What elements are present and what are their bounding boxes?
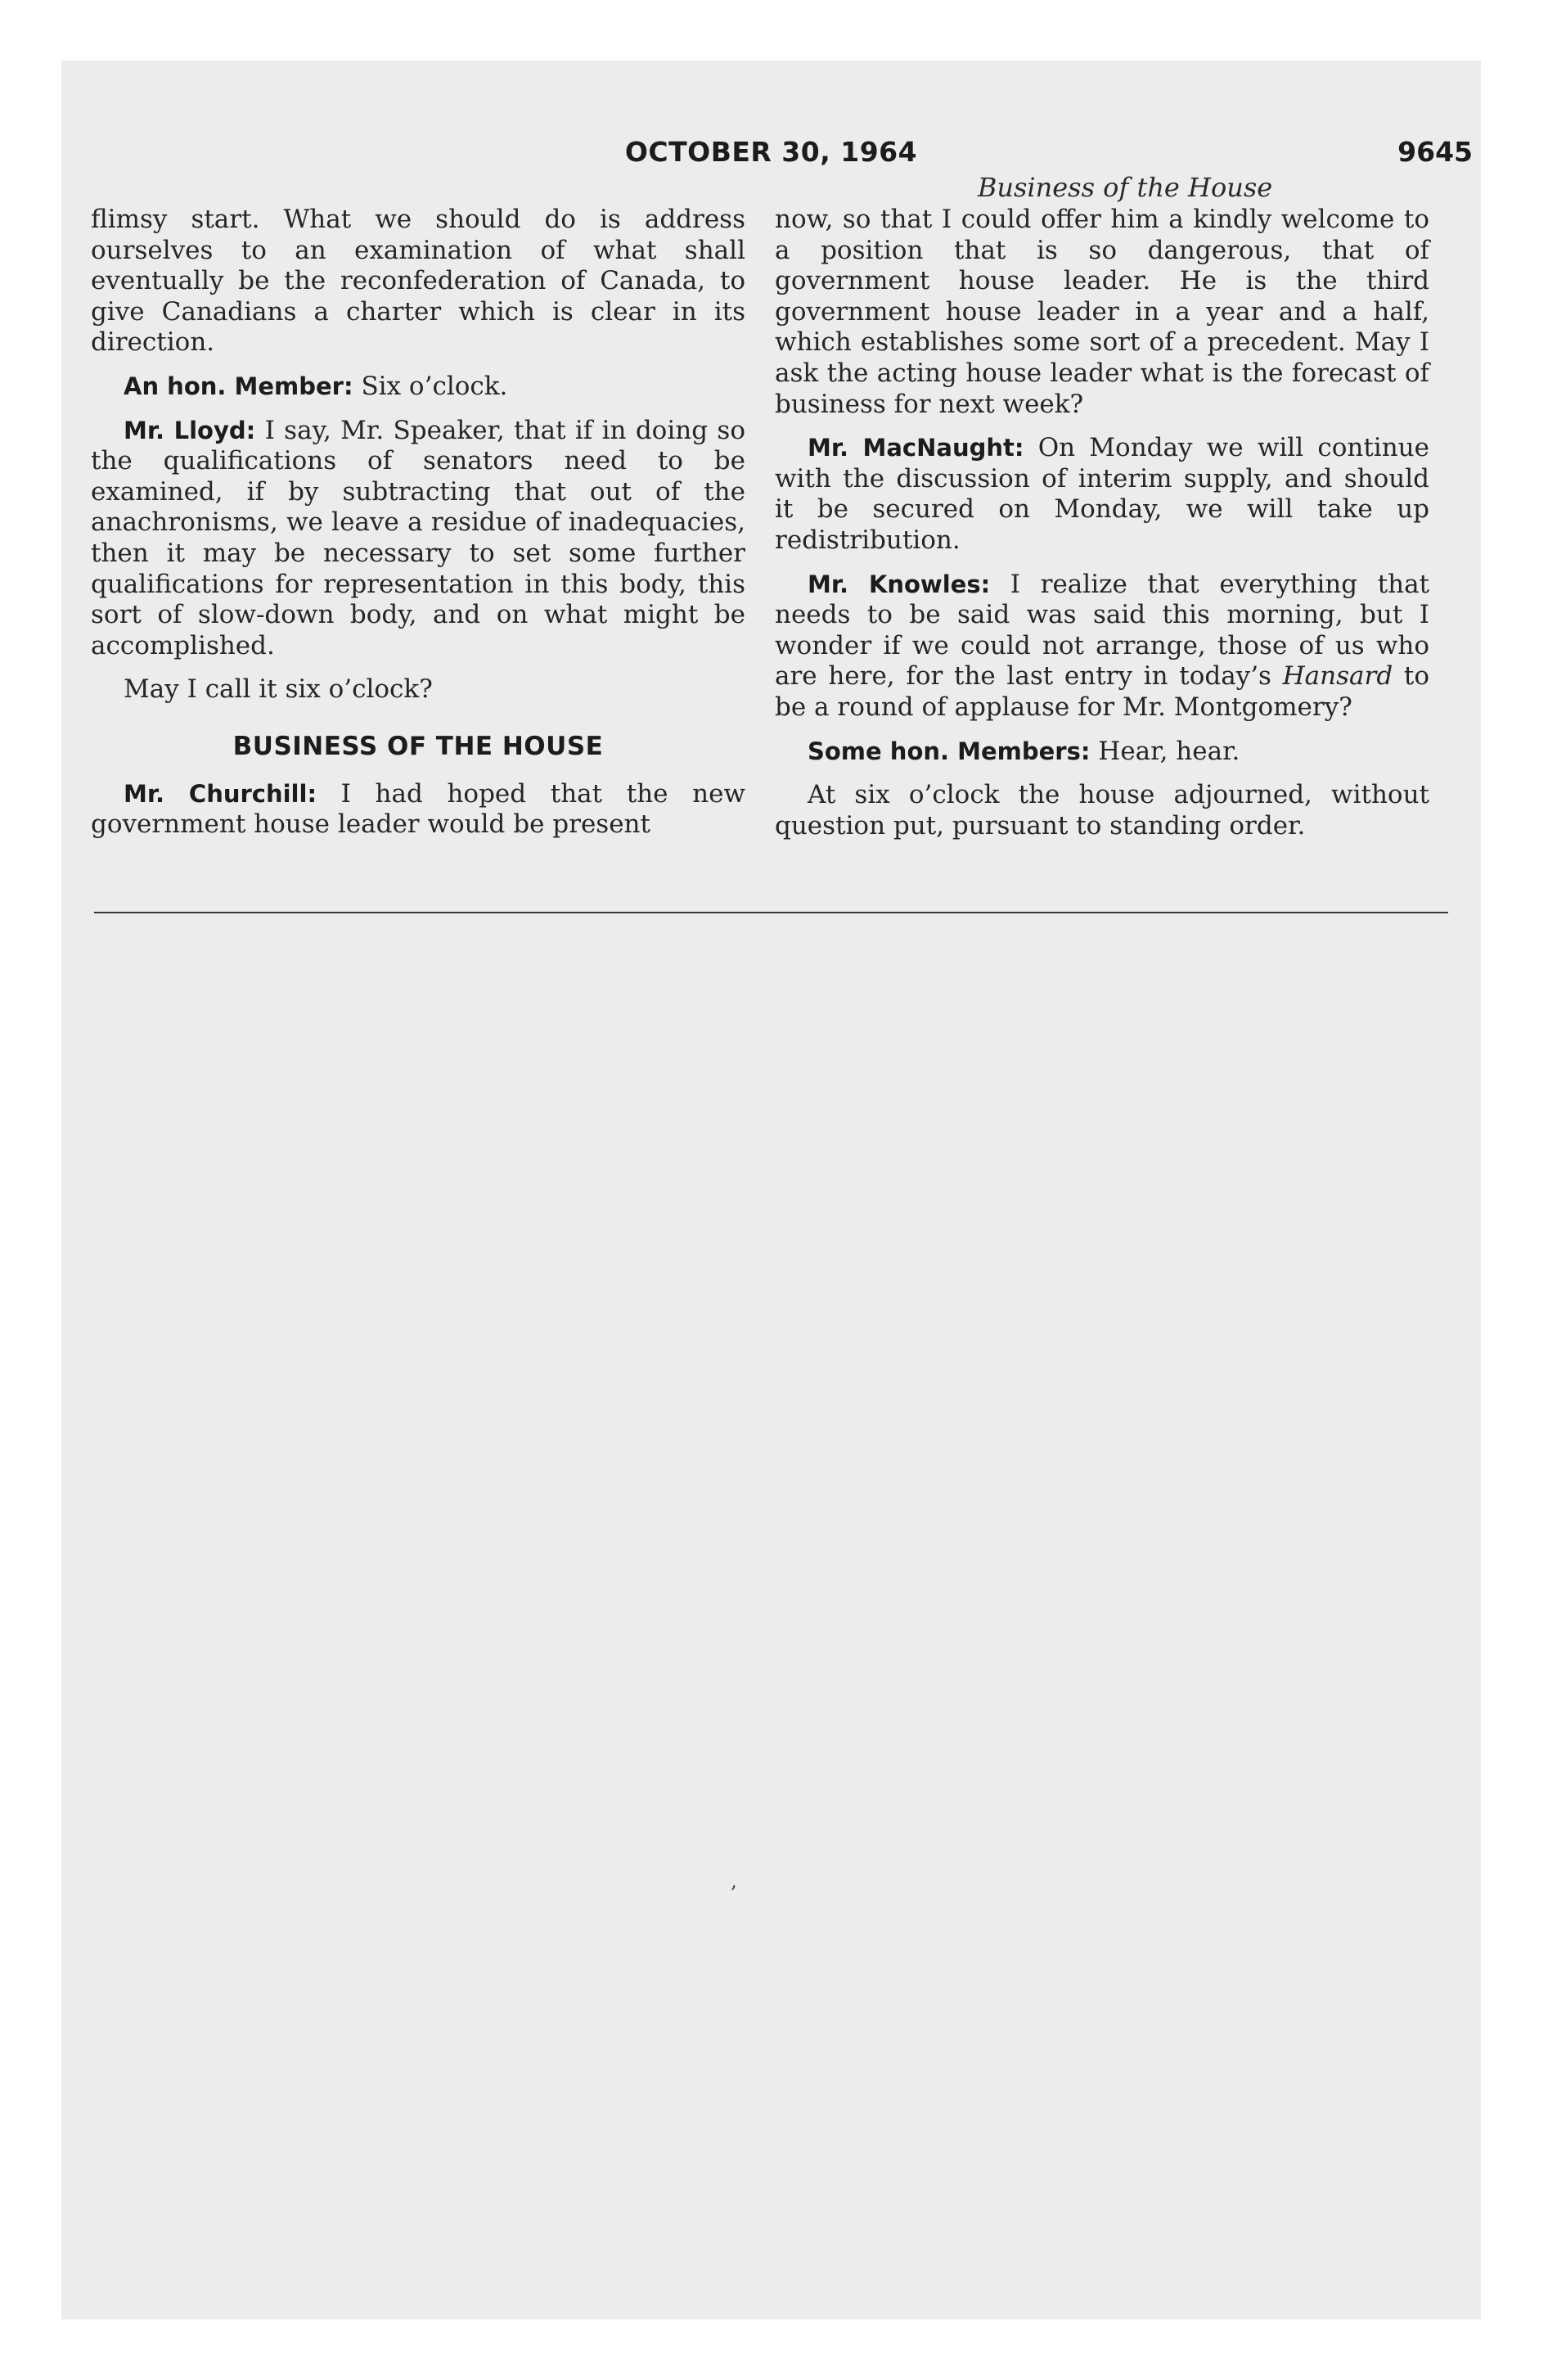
paragraph (91, 779, 745, 841)
paragraph (775, 570, 1429, 723)
paragraph: At six o’clock the house adjourned, without question put, pursuant to standing order. (775, 780, 1429, 841)
speech-text: On Monday we will continue with the discussion of interim supply, and should it be secured on Monday, we will take up redistribution. (775, 433, 1429, 555)
speech-text: to be a round of applause for Mr. Montgomery? (775, 661, 1429, 722)
paragraph: flimsy start. What we should do is address ourselves to an examination of what shall eventually be the reconfederation of Canada, to give Canadians a charter which is clear in its direction. (91, 205, 745, 358)
running-head: Business of the House (977, 172, 1273, 203)
speaker-name: Some hon. Members: (808, 737, 1091, 765)
stray-mark: ‚ (731, 1869, 737, 1892)
right-column (775, 205, 1429, 854)
speaker-name: Mr. Knowles: (808, 570, 991, 598)
speech-text: I had hoped that the new government house leader would be present (91, 778, 745, 840)
paragraph (91, 416, 745, 662)
left-column (91, 205, 745, 854)
speaker-name: Mr. Churchill: (124, 779, 317, 808)
end-rule (94, 912, 1448, 913)
speech-text: I say, Mr. Speaker, that if in doing so the qualifications of senators need to be examined, if by subtracting that out of the anachronisms, we leave a residue of inadequacies, then it may be necessary to set some further qualifications for representation in this body, this sort of slow-down body, and on what might be accomplished. (91, 415, 745, 660)
paragraph (775, 737, 1429, 768)
section-heading: BUSINESS OF THE HOUSE (232, 731, 604, 761)
italic-title: Hansard (1282, 661, 1393, 692)
speech-text: Hear, hear. (1090, 736, 1240, 766)
speech-text: Six o’clock. (353, 371, 508, 401)
paragraph (775, 433, 1429, 556)
page-date: OCTOBER 30, 1964 (624, 136, 918, 168)
paragraph: May I call it six o’clock? (124, 674, 433, 705)
speaker-name: Mr. MacNaught: (808, 434, 1024, 462)
paragraph: now, so that I could offer him a kindly welcome to a position that is so dangerous, that of government house leader. He is the third government house leader in a year and a half, which establishes some sort of a precedent. May I ask the acting house leader what is the forecast of business for next week? (775, 205, 1429, 419)
speaker-name: Mr. Lloyd: (124, 416, 256, 444)
paragraph (91, 372, 745, 403)
page (61, 61, 1481, 2319)
page-number: 9645 (1397, 136, 1473, 168)
speaker-name: An hon. Member: (124, 372, 353, 400)
speech-text: I realize that everything that needs to be said was said this morning, but I wonder if we could not arrange, those of us who are here, for the last entry in today’s (775, 569, 1430, 692)
